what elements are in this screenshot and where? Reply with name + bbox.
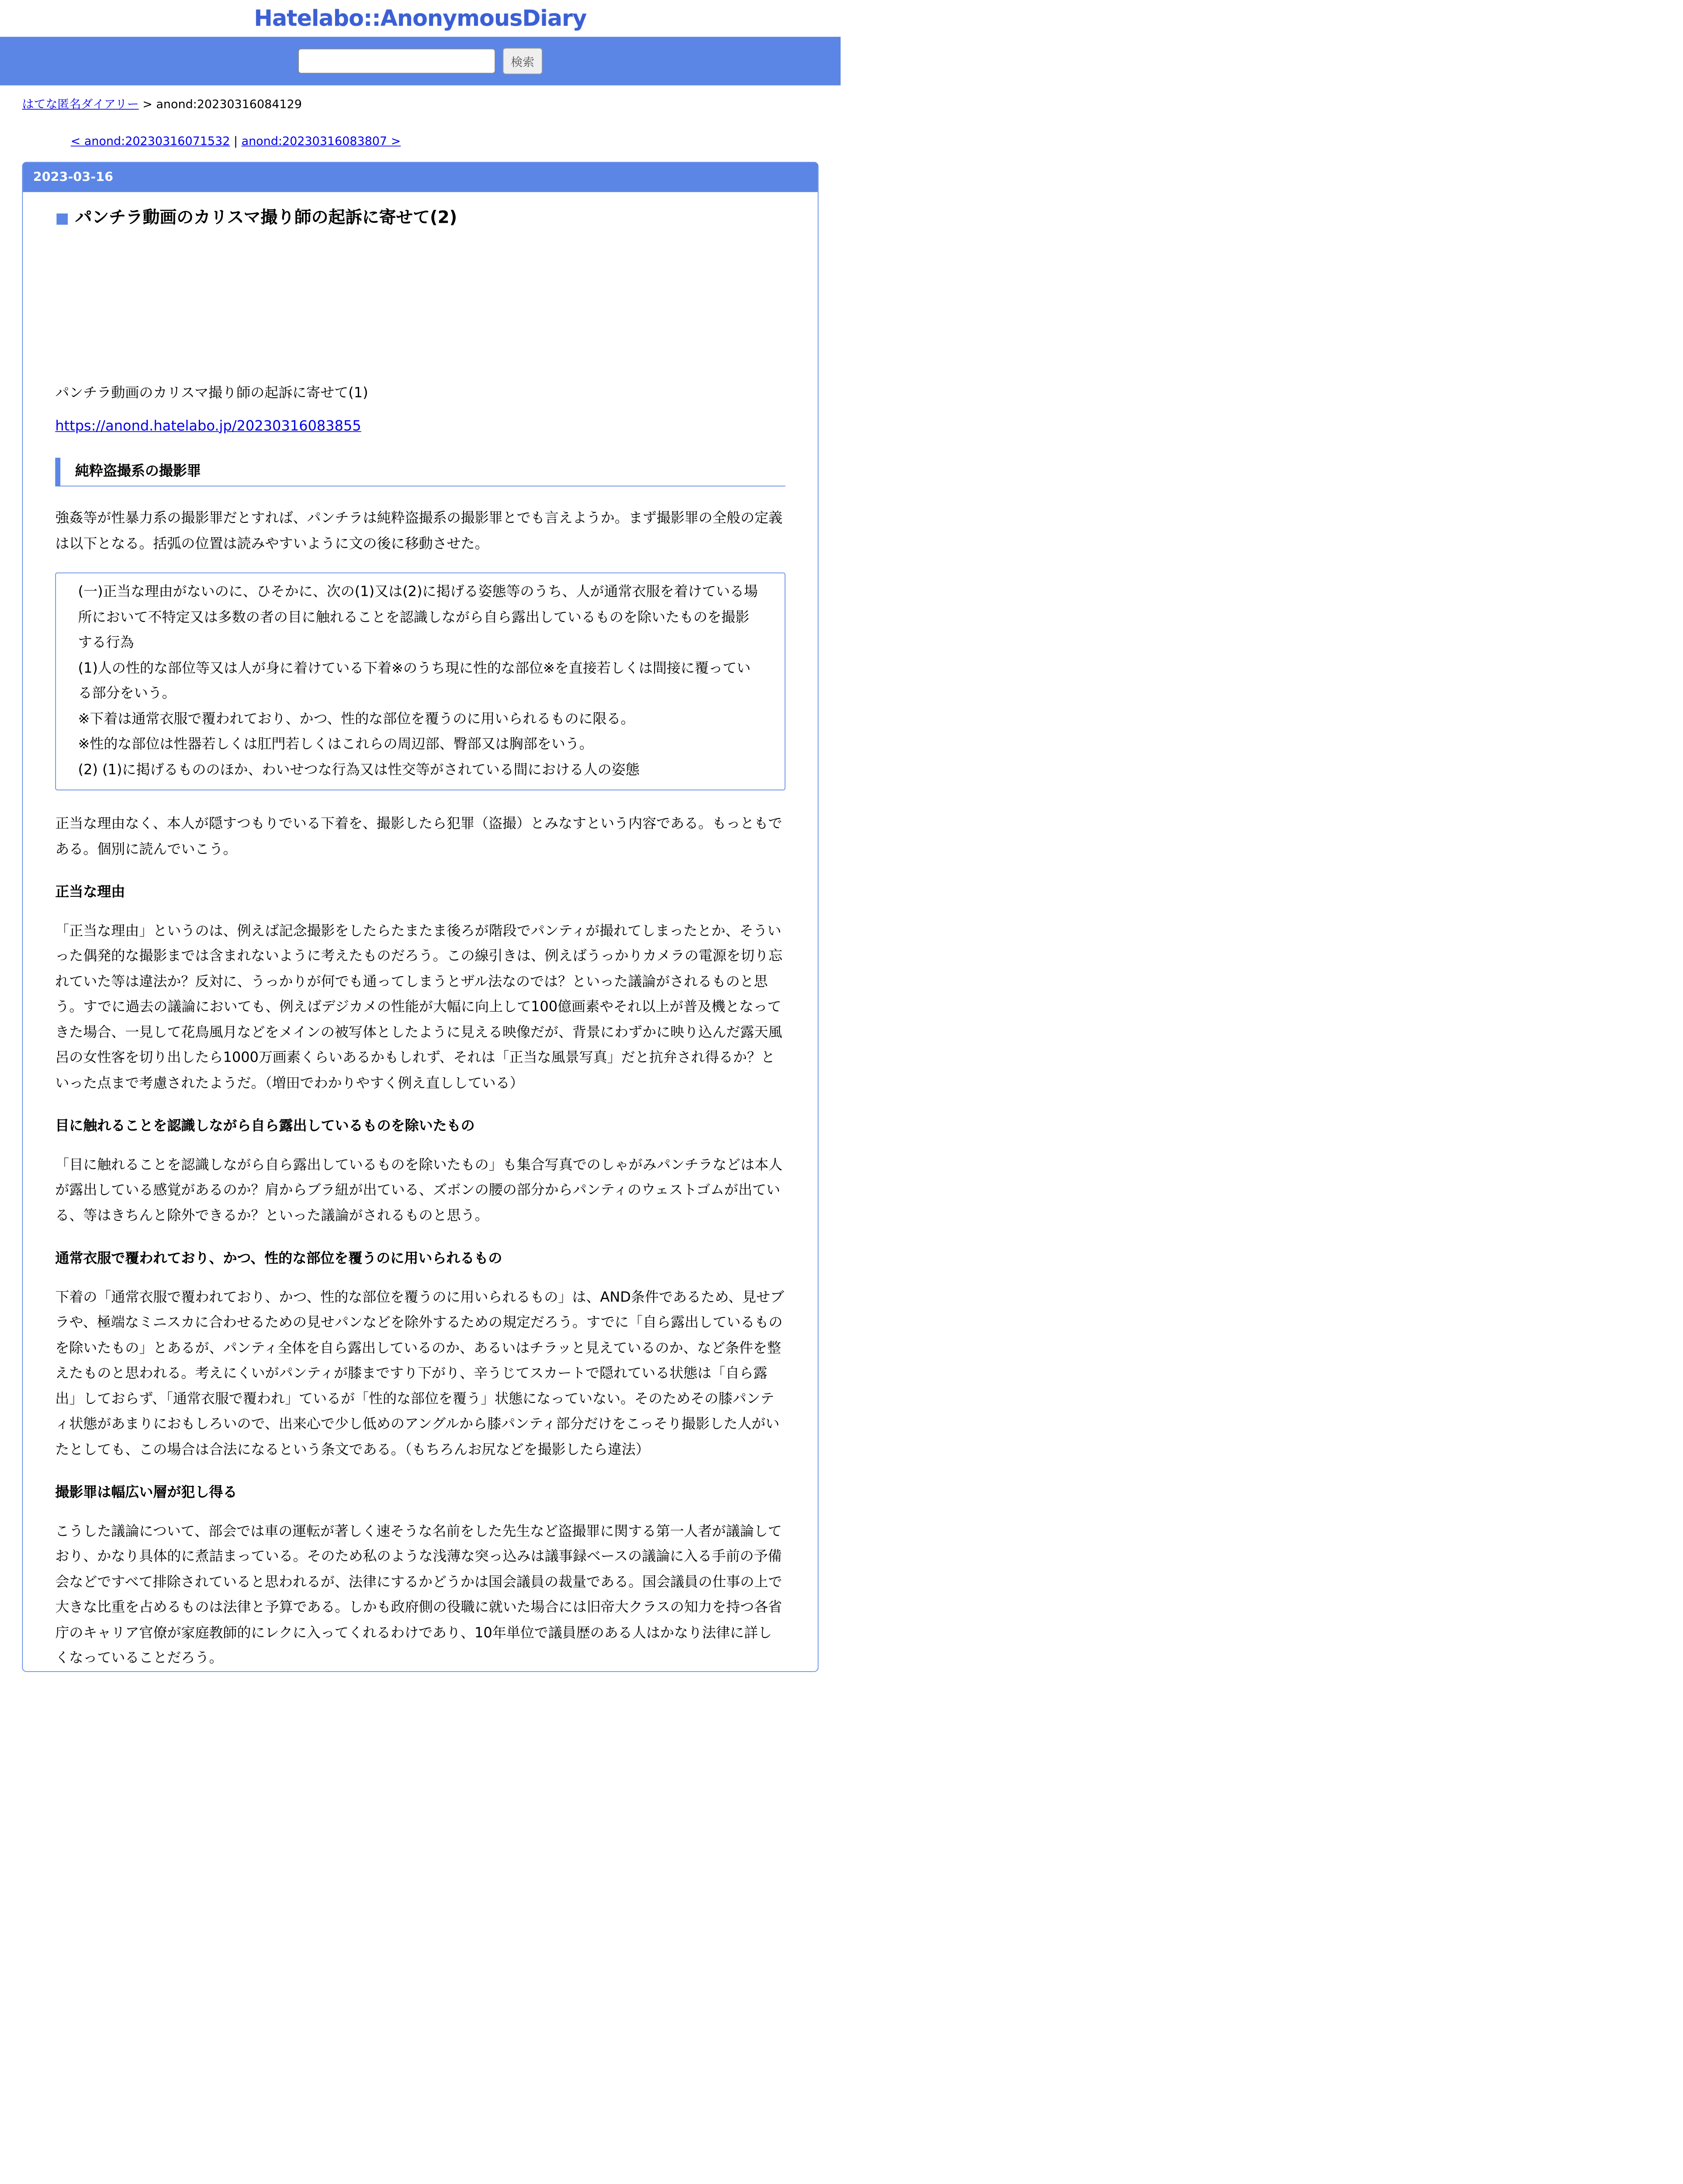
breadcrumb-current: anond:20230316084129 — [156, 97, 302, 111]
search-bar — [0, 37, 841, 85]
body-paragraph-3: 「正当な理由」というのは、例えば記念撮影をしたらたまたま後ろが階段でパンティが撮れてしまったとか、そういった偶発的な撮影までは含まれないように考えたものだろう。この線引きは、例えばうっかりカメラの電源を切り忘れていた等は違法か？反対に、うっかりが何でも通ってしまうとザル法なのでは？といった議論がされるものと思う。すでに過去の議論においても、例えばデジカメの性能が大幅に向上して100億画素やそれ以上が普及機となってきた場合、一見して花鳥風月などをメインの被写体としたように見える映像だが、背景にわずかに映り込んだ露天風呂の女性客を切り出したら1000万画素くらいあるかもしれず、それは「正当な風景写真」だと抗弁され得るか？といった点まで考慮されたようだ。（増田でわかりやすく例え直ししている） — [55, 922, 783, 1091]
body-paragraph-5: 下着の「通常衣服で覆われており、かつ、性的な部位を覆うのに用いられるもの」は、AND条件であるため、見せブラや、極端なミニスカに合わせるための見せパンなどを除外するための規定だろう。すでに「自ら露出しているものを除いたもの」とあるが、パンティ全体を自ら露出しているのか、あるいはチラッと見えているのか、など条件を整えたものと思われる。考えにくいがパンティが膝まですり下がり、辛うじてスカートで隠れている状態は「自ら露出」しておらず、「通常衣服で覆われ」ているが「性的な部位を覆う」状態になっていない。そのためその膝パンティ状態があまりにおもしろいので、出来心で少し低めのアングルから膝パンティ部分だけをこっそり撮影した人がいたとしても、この場合は合法になるという条文である。（もちろんお尻などを撮影したら違法） — [55, 1289, 784, 1458]
quote-line-4: ※性的な部位は性器若しくは肛門若しくはこれらの周辺部、臀部又は胸部をいう。 — [78, 736, 593, 752]
subheading-wide-range: 撮影罪は幅広い層が犯し得る — [55, 1484, 237, 1501]
search-button[interactable]: 検索 — [503, 48, 543, 75]
subheading-self-exposure: 目に触れることを認識しながら自ら露出しているものを除いたもの — [55, 1118, 475, 1134]
body-paragraph-4: 「目に触れることを認識しながら自ら露出しているものを除いたもの」も集合写真でのしゃがみパンチラなどは本人が露出している感覚があるのか？肩からブラ紐が出ている、ズボンの腰の部分からパンティのウェストゴムが出ている、等はきちんと除外できるか？といった議論がされるものと思う。 — [55, 1156, 783, 1223]
intro-text: パンチラ動画のカリスマ撮り師の起訴に寄せて(1) — [55, 385, 368, 401]
prev-entry-link[interactable]: < anond:20230316071532 — [70, 134, 230, 148]
site-logo[interactable]: Hatelabo::AnonymousDiary — [254, 5, 587, 31]
entry-title — [55, 205, 791, 230]
site-header — [0, 0, 841, 37]
subheading-legitimate-reason: 正当な理由 — [55, 884, 125, 900]
breadcrumb — [22, 96, 841, 113]
quote-line-2: (1)人の性的な部位等又は人が身に着けている下着※のうち現に性的な部位※を直接若しくは間接に覆っている部分をいう。 — [78, 660, 751, 702]
breadcrumb-home-link[interactable]: はてな匿名ダイアリー — [22, 97, 139, 111]
entry-body — [23, 192, 817, 1671]
pager-separator: | — [230, 134, 242, 148]
quote-line-1: (一)正当な理由がないのに、ひそかに、次の(1)又は(2)に掲げる姿態等のうち、人が通常衣服を着けている場所において不特定又は多数の者の目に触れることを認識しながら自ら露出しているものを除いたものを撮影する行為 — [78, 583, 758, 651]
subheading-underwear-definition: 通常衣服で覆われており、かつ、性的な部位を覆うのに用いられるもの — [55, 1250, 502, 1267]
intro-link[interactable]: https://anond.hatelabo.jp/20230316083855 — [55, 418, 361, 434]
law-quote-box — [55, 573, 785, 791]
quote-line-3: ※下着は通常衣服で覆われており、かつ、性的な部位を覆うのに用いられるものに限る。 — [78, 710, 635, 727]
body-paragraph-1: 強姦等が性暴力系の撮影罪だとすれば、パンチラは純粋盗撮系の撮影罪とでも言えようか。まず撮影罪の全般の定義は以下となる。括弧の位置は読みやすいように文の後に移動させた。 — [55, 510, 783, 552]
entry-section — [22, 162, 819, 1672]
entry-pager — [71, 132, 841, 150]
next-entry-link[interactable]: anond:20230316083807 > — [241, 134, 401, 148]
entry-title-text: パンチラ動画のカリスマ撮り師の起訴に寄せて(2) — [75, 208, 457, 228]
entry-permalink-mark[interactable]: ■ — [55, 209, 69, 227]
search-input[interactable] — [298, 48, 495, 73]
intro-link-paragraph — [55, 413, 785, 439]
section-heading: 純粋盗撮系の撮影罪 — [55, 458, 785, 487]
body-paragraph-6: こうした議論について、部会では車の運転が著しく速そうな名前をした先生など盗撮罪に関する第一人者が議論しており、かなり具体的に煮詰まっている。そのため私のような浅薄な突っ込みは議事録ベースの議論に入る手前の予備会などですべて排除されていると思われるが、法律にするかどうかは国会議員の裁量である。国会議員の仕事の上で大きな比重を占めるものは法律と予算である。しかも政府側の役職に就いた場合には旧帝大クラスの知力を持つ各省庁のキャリア官僚が家庭教師的にレクに入ってくれるわけであり、10年単位で議員歴のある人はかなり法律に詳しくなっていることだろう。 — [55, 1523, 783, 1666]
entry-date: 2023-03-16 — [23, 162, 817, 192]
quote-line-5: (2) (1)に掲げるもののほか、わいせつな行為又は性交等がされている間における人の姿態 — [78, 761, 640, 778]
body-paragraph-2: 正当な理由なく、本人が隠すつもりでいる下着を、撮影したら犯罪（盗撮）とみなすという内容である。もっともである。個別に読んでいこう。 — [55, 815, 783, 857]
breadcrumb-separator: > — [139, 97, 156, 111]
page — [0, 0, 841, 1672]
